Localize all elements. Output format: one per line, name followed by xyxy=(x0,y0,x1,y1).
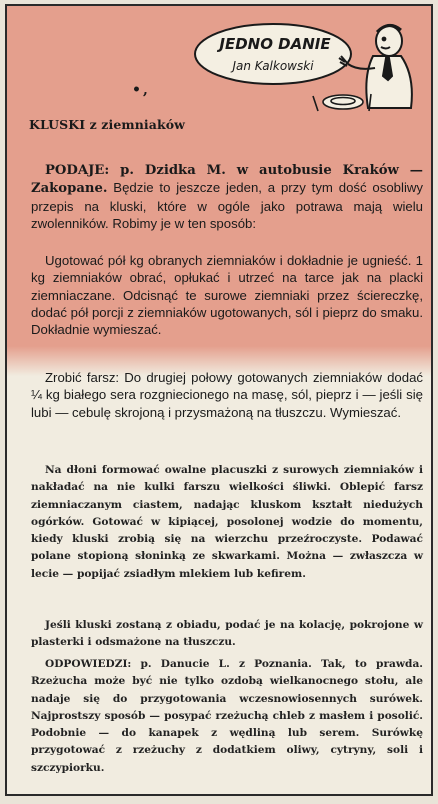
decorative-mark: •, xyxy=(132,82,150,98)
banner-oval xyxy=(195,24,351,84)
paragraph-intro-lead: PODAJE: p. Dzidka M. w autobusie Kraków —Zakopane. xyxy=(31,163,423,197)
paragraph-intro xyxy=(31,161,423,232)
paragraph-intro-text: Będzie to jeszcze jeden, a przy tym dość osobliwy przepis na kluski, które w ogóle jako potrawa mają wielu zwolenników. Robimy je w ten sposób: xyxy=(31,180,423,231)
paragraph-shaping: Na dłoni formować owalne placuszki z surowych ziemniaków i nakładać na nie kulki farszu wielkości śliwki. Oblepić farsz ziemniaczanym ciastem, nadając kluskom kształt niedużych ogórków. Gotować w kipiącej, posolonej wodzie do momentu, kiedy kluski zrobią się na wierzchu przeźroczyste. Podawać polane stopioną słoninką ze skwarkami. Można — zwłaszcza w lecie — popijać zsiadłym mlekiem lub kefirem. xyxy=(31,464,423,580)
jedno-danie-logo xyxy=(193,16,423,116)
author-name: Jan Kalkowski xyxy=(232,59,314,73)
paragraph-answers-text: Tak, to prawda. Rzeżucha może być nie tylko ozdobą wielkanocnego stołu, ale nadaje się do przygotowania wczesnowiosennych surówek. Najprostszy sposób — posypać rzeżuchą chleb z masłem i posolić. Podobnie — do kanapek z wędliną lub serem. Surówkę przygotować z rzeżuchy z dodatkiem oliwy, cytryny, soli i szczypiorku. xyxy=(31,658,423,774)
paragraph-answers xyxy=(31,656,423,777)
newspaper-clipping xyxy=(5,4,433,796)
plate-icon xyxy=(313,94,371,111)
paragraph-preparation: Ugotować pół kg obranych ziemniaków i dokładnie je ugnieść. 1 kg ziemniaków obrać, opłukać i utrzeć na tarce jak na placki ziemniaczane. Odcisnąć te surowe ziemniaki przez ściereczkę, dodać pół porcji z ziemniaków ugotowanych, sól i pieprz do smaku. Dokładnie wymieszać. xyxy=(31,253,423,338)
series-title: JEDNO DANIE xyxy=(219,35,331,53)
paragraph-leftovers: Jeśli kluski zostaną z obiadu, podać je na kolację, pokrojone w plasterki i odsmażone na tłuszczu. xyxy=(31,619,423,649)
paragraph-filling: Zrobić farsz: Do drugiej połowy gotowanych ziemniaków dodać ¼ kg białego sera rozgniecionego na masę, sól, pieprz i — jeśli się lubi — cebulę skrojoną i przysmażoną na tłuszczu. Wymieszać. xyxy=(31,370,423,420)
article-title: KLUSKI z ziemniaków xyxy=(29,117,186,132)
paragraph-answers-lead: ODPOWIEDZI: p. Danucie L. z Poznania. xyxy=(45,658,312,670)
